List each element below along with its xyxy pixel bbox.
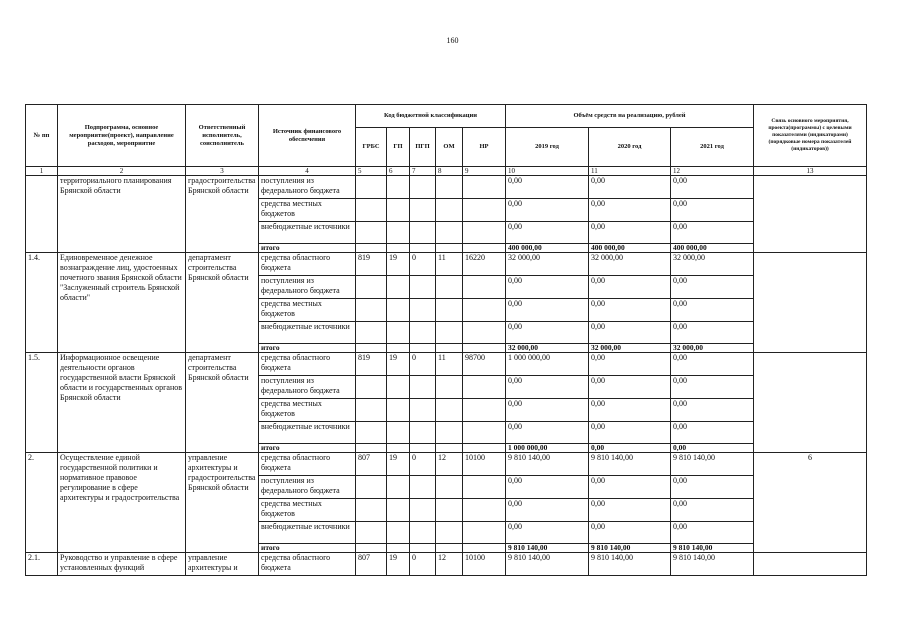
code-om: [436, 399, 463, 422]
code-om: [436, 276, 463, 299]
code-nr: 10100: [463, 453, 506, 476]
funding-source: средства областного бюджета: [259, 253, 356, 276]
value-2019: 0,00: [506, 376, 589, 399]
item-number: 2.: [26, 453, 58, 553]
total-2019: 400 000,00: [506, 244, 589, 253]
total-code-empty: [463, 544, 506, 553]
table-row: [26, 253, 867, 276]
code-pgp: [410, 476, 436, 499]
code-nr: [463, 322, 506, 344]
total-code-empty: [356, 344, 387, 353]
code-om: [436, 476, 463, 499]
code-gp: [387, 199, 410, 222]
code-nr: [463, 222, 506, 244]
code-grbs: [356, 476, 387, 499]
code-pgp: 0: [410, 453, 436, 476]
header-year-2020: 2020 год: [589, 128, 671, 167]
code-gp: [387, 522, 410, 544]
header-source: Источник финансового обеспечения: [259, 105, 356, 167]
total-code-empty: [356, 544, 387, 553]
total-code-empty: [356, 244, 387, 253]
value-2021: 0,00: [671, 422, 754, 444]
value-2021: 0,00: [671, 199, 754, 222]
total-2020: 0,00: [589, 444, 671, 453]
item-name: территориального планирования Брянской области: [58, 176, 186, 253]
code-grbs: [356, 422, 387, 444]
code-om: [436, 322, 463, 344]
code-pgp: [410, 422, 436, 444]
code-nr: [463, 476, 506, 499]
funding-source: средства местных бюджетов: [259, 299, 356, 322]
header-code-grbs: ГРБС: [356, 128, 387, 167]
total-2019: 9 810 140,00: [506, 544, 589, 553]
code-nr: [463, 176, 506, 199]
code-grbs: [356, 299, 387, 322]
total-2020: 32 000,00: [589, 344, 671, 353]
code-grbs: [356, 399, 387, 422]
value-2020: 0,00: [589, 422, 671, 444]
value-2020: 0,00: [589, 522, 671, 544]
code-gp: [387, 399, 410, 422]
code-gp: 19: [387, 353, 410, 376]
indicator-link: [754, 553, 867, 576]
page-number: 160: [446, 36, 459, 45]
column-number: 10: [506, 167, 589, 176]
total-code-empty: [463, 244, 506, 253]
total-2019: 32 000,00: [506, 344, 589, 353]
funding-source: средства областного бюджета: [259, 453, 356, 476]
total-code-empty: [410, 344, 436, 353]
code-nr: 10100: [463, 553, 506, 576]
total-code-empty: [387, 344, 410, 353]
code-om: [436, 199, 463, 222]
funding-source: поступления из федерального бюджета: [259, 176, 356, 199]
code-grbs: [356, 522, 387, 544]
value-2021: 0,00: [671, 522, 754, 544]
code-grbs: 807: [356, 553, 387, 576]
value-2020: 0,00: [589, 176, 671, 199]
value-2021: 0,00: [671, 299, 754, 322]
value-2020: 0,00: [589, 376, 671, 399]
total-2021: 9 810 140,00: [671, 544, 754, 553]
code-gp: [387, 476, 410, 499]
table-row: [26, 453, 867, 476]
code-gp: [387, 422, 410, 444]
code-gp: 19: [387, 453, 410, 476]
header-link: Связь основного мероприятия, проекта(программы) с целевыми показателями (индикаторами) (порядковые номера показателей (индикаторов)): [754, 105, 867, 167]
column-number: 8: [436, 167, 463, 176]
value-2021: 0,00: [671, 176, 754, 199]
value-2020: 0,00: [589, 199, 671, 222]
code-om: [436, 422, 463, 444]
value-2021: 0,00: [671, 276, 754, 299]
item-name: Единовременное денежное вознаграждение лиц, удостоенных почетного звания Брянской области "Заслуженный строитель Брянской области": [58, 253, 186, 353]
total-code-empty: [436, 344, 463, 353]
column-number: 12: [671, 167, 754, 176]
header-code-pgp: ПГП: [410, 128, 436, 167]
header-code-gp: ГП: [387, 128, 410, 167]
code-grbs: [356, 222, 387, 244]
code-gp: [387, 176, 410, 199]
table-body: [26, 176, 867, 576]
value-2019: 0,00: [506, 499, 589, 522]
code-pgp: 0: [410, 553, 436, 576]
column-number: 7: [410, 167, 436, 176]
code-gp: 19: [387, 553, 410, 576]
total-label: итого: [259, 444, 356, 453]
code-nr: [463, 276, 506, 299]
code-pgp: [410, 399, 436, 422]
value-2021: 9 810 140,00: [671, 453, 754, 476]
value-2020: 0,00: [589, 399, 671, 422]
value-2019: 0,00: [506, 422, 589, 444]
code-om: [436, 499, 463, 522]
item-name: Осуществление единой государственной политики и нормативное правовое регулирование в сфере архитектуры и градостроительства: [58, 453, 186, 553]
funding-source: средства областного бюджета: [259, 553, 356, 576]
code-nr: [463, 399, 506, 422]
code-grbs: [356, 499, 387, 522]
value-2019: 0,00: [506, 199, 589, 222]
total-code-empty: [436, 244, 463, 253]
funding-source: поступления из федерального бюджета: [259, 476, 356, 499]
code-om: 11: [436, 353, 463, 376]
column-number: 6: [387, 167, 410, 176]
code-om: 11: [436, 253, 463, 276]
value-2020: 0,00: [589, 299, 671, 322]
code-nr: 16220: [463, 253, 506, 276]
code-gp: [387, 376, 410, 399]
code-om: [436, 176, 463, 199]
funding-source: внебюджетные источники: [259, 222, 356, 244]
code-pgp: [410, 299, 436, 322]
code-gp: [387, 276, 410, 299]
code-nr: [463, 376, 506, 399]
header-volume-group: Объём средств на реализацию, рублей: [506, 105, 754, 128]
value-2020: 0,00: [589, 476, 671, 499]
column-number: 2: [58, 167, 186, 176]
value-2019: 9 810 140,00: [506, 553, 589, 576]
value-2021: 32 000,00: [671, 253, 754, 276]
value-2020: 0,00: [589, 353, 671, 376]
total-label: итого: [259, 244, 356, 253]
header-code-group: Код бюджетной классификации: [356, 105, 506, 128]
item-name: Информационное освещение деятельности органов государственной власти Брянской области и государственных органов Брянской области: [58, 353, 186, 453]
total-code-empty: [387, 544, 410, 553]
value-2021: 9 810 140,00: [671, 553, 754, 576]
code-pgp: [410, 522, 436, 544]
code-grbs: [356, 176, 387, 199]
value-2021: 0,00: [671, 399, 754, 422]
value-2020: 0,00: [589, 499, 671, 522]
value-2019: 9 810 140,00: [506, 453, 589, 476]
value-2019: 0,00: [506, 476, 589, 499]
indicator-link: 6: [754, 453, 867, 553]
indicator-link: [754, 253, 867, 353]
funding-source: поступления из федерального бюджета: [259, 376, 356, 399]
code-gp: [387, 222, 410, 244]
code-om: [436, 222, 463, 244]
item-number: 1.4.: [26, 253, 58, 353]
item-responsible: управление архитектуры и: [186, 553, 259, 576]
header-code-om: ОМ: [436, 128, 463, 167]
funding-source: внебюджетные источники: [259, 322, 356, 344]
header-program: Подпрограмма, основное мероприятие(проект), направление расходов, мероприятие: [58, 105, 186, 167]
header-responsible: Ответственный исполнитель, соисполнитель: [186, 105, 259, 167]
item-number: 1.5.: [26, 353, 58, 453]
value-2020: 32 000,00: [589, 253, 671, 276]
total-2020: 9 810 140,00: [589, 544, 671, 553]
code-gp: [387, 322, 410, 344]
code-om: [436, 376, 463, 399]
total-2021: 0,00: [671, 444, 754, 453]
funding-source: средства областного бюджета: [259, 353, 356, 376]
value-2020: 9 810 140,00: [589, 453, 671, 476]
value-2019: 0,00: [506, 322, 589, 344]
column-number: 5: [356, 167, 387, 176]
funding-source: внебюджетные источники: [259, 422, 356, 444]
code-grbs: 819: [356, 253, 387, 276]
item-responsible: департамент строительства Брянской области: [186, 353, 259, 453]
item-responsible: управление архитектуры и градостроительства Брянской области: [186, 453, 259, 553]
total-code-empty: [387, 244, 410, 253]
total-code-empty: [436, 444, 463, 453]
code-grbs: 819: [356, 353, 387, 376]
table-row: [26, 176, 867, 199]
code-gp: [387, 299, 410, 322]
code-pgp: [410, 176, 436, 199]
code-om: [436, 522, 463, 544]
value-2020: 0,00: [589, 276, 671, 299]
funding-source: средства местных бюджетов: [259, 499, 356, 522]
item-responsible: департамент строительства Брянской области: [186, 253, 259, 353]
code-gp: [387, 499, 410, 522]
total-code-empty: [463, 444, 506, 453]
value-2019: 32 000,00: [506, 253, 589, 276]
value-2019: 0,00: [506, 399, 589, 422]
value-2020: 9 810 140,00: [589, 553, 671, 576]
value-2021: 0,00: [671, 476, 754, 499]
code-grbs: [356, 199, 387, 222]
header-num: № пп: [26, 105, 58, 167]
total-code-empty: [410, 544, 436, 553]
total-code-empty: [463, 344, 506, 353]
value-2020: 0,00: [589, 222, 671, 244]
code-pgp: [410, 222, 436, 244]
header-year-2019: 2019 год: [506, 128, 589, 167]
table-row: [26, 553, 867, 576]
budget-table: [25, 104, 867, 576]
code-nr: [463, 299, 506, 322]
value-2019: 1 000 000,00: [506, 353, 589, 376]
value-2019: 0,00: [506, 222, 589, 244]
code-pgp: 0: [410, 353, 436, 376]
value-2019: 0,00: [506, 276, 589, 299]
code-grbs: [356, 376, 387, 399]
total-2021: 400 000,00: [671, 244, 754, 253]
code-nr: [463, 522, 506, 544]
value-2021: 0,00: [671, 353, 754, 376]
code-om: 12: [436, 453, 463, 476]
column-number: 9: [463, 167, 506, 176]
column-number: 4: [259, 167, 356, 176]
total-code-empty: [410, 244, 436, 253]
total-code-empty: [436, 544, 463, 553]
total-label: итого: [259, 344, 356, 353]
total-2021: 32 000,00: [671, 344, 754, 353]
funding-source: поступления из федерального бюджета: [259, 276, 356, 299]
column-number: 1: [26, 167, 58, 176]
funding-source: внебюджетные источники: [259, 522, 356, 544]
code-nr: [463, 422, 506, 444]
value-2019: 0,00: [506, 299, 589, 322]
code-nr: [463, 199, 506, 222]
funding-source: средства местных бюджетов: [259, 199, 356, 222]
value-2019: 0,00: [506, 176, 589, 199]
total-label: итого: [259, 544, 356, 553]
item-number: 2.1.: [26, 553, 58, 576]
code-pgp: [410, 499, 436, 522]
item-name: Руководство и управление в сфере установленных функций: [58, 553, 186, 576]
code-pgp: 0: [410, 253, 436, 276]
value-2021: 0,00: [671, 499, 754, 522]
code-pgp: [410, 322, 436, 344]
code-nr: [463, 499, 506, 522]
table-row: [26, 353, 867, 376]
value-2020: 0,00: [589, 322, 671, 344]
value-2021: 0,00: [671, 322, 754, 344]
code-om: [436, 299, 463, 322]
total-code-empty: [410, 444, 436, 453]
code-grbs: [356, 322, 387, 344]
code-om: 12: [436, 553, 463, 576]
code-pgp: [410, 276, 436, 299]
value-2021: 0,00: [671, 222, 754, 244]
total-code-empty: [387, 444, 410, 453]
item-responsible: градостроительства Брянской области: [186, 176, 259, 253]
code-grbs: [356, 276, 387, 299]
column-number-row: [26, 167, 867, 176]
column-number: 11: [589, 167, 671, 176]
total-2020: 400 000,00: [589, 244, 671, 253]
column-number: 13: [754, 167, 867, 176]
total-2019: 1 000 000,00: [506, 444, 589, 453]
column-number: 3: [186, 167, 259, 176]
header-year-2021: 2021 год: [671, 128, 754, 167]
code-grbs: 807: [356, 453, 387, 476]
code-nr: 98700: [463, 353, 506, 376]
item-number: [26, 176, 58, 253]
indicator-link: [754, 176, 867, 253]
funding-source: средства местных бюджетов: [259, 399, 356, 422]
header-code-nr: НР: [463, 128, 506, 167]
value-2021: 0,00: [671, 376, 754, 399]
indicator-link: [754, 353, 867, 453]
code-pgp: [410, 199, 436, 222]
total-code-empty: [356, 444, 387, 453]
code-pgp: [410, 376, 436, 399]
value-2019: 0,00: [506, 522, 589, 544]
code-gp: 19: [387, 253, 410, 276]
